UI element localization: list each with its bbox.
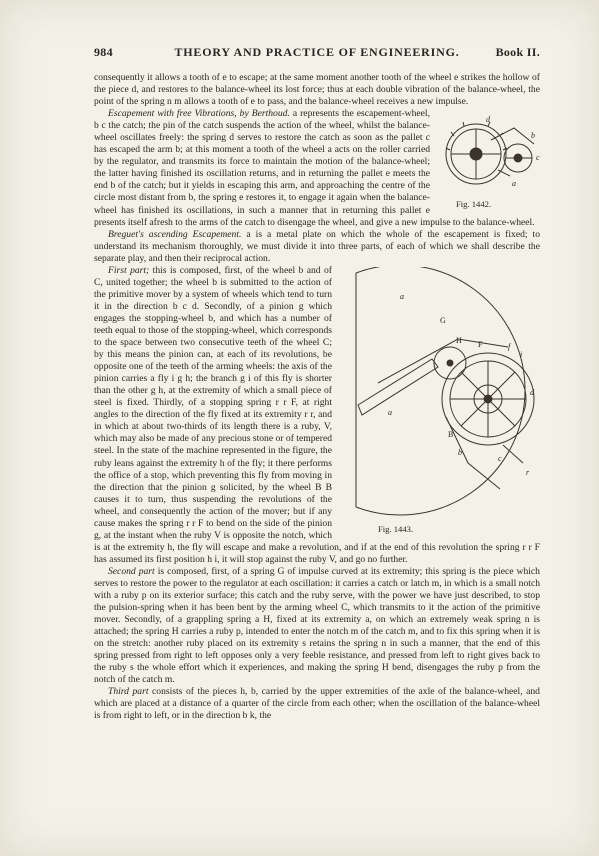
- fig2-label-a-top: a: [400, 291, 404, 301]
- paragraph-1: consequently it allows a tooth of e to escape; at the same moment another tooth of the wheel e strikes the hollow of the piece d, and restores to the balance-wheel its lost force; thus at each double vibration of the balance-wheel, the point of the spring n m allows a tooth of e to pass, and the balance-wheel receives a new impulse.: [94, 72, 540, 108]
- figure-1443: [338, 267, 546, 537]
- page-number: 984: [94, 45, 113, 59]
- fig2-label-i: i: [520, 349, 523, 359]
- paragraph-3: Breguet's ascending Escapement. a is a metal plate on which the whole of the escapement is fixed; to understand its mechanism thoroughly, we must divide it into three parts, of each of which we shall describe the separate play, and then their reciprocal action.: [94, 228, 541, 264]
- fig2-label-F: F: [478, 339, 483, 349]
- running-header: [94, 45, 540, 63]
- figure-1443-caption: Fig. 1443.: [378, 523, 414, 534]
- heading-first-part: First part;: [108, 264, 150, 276]
- running-title: THEORY AND PRACTICE OF ENGINEERING.: [174, 45, 460, 59]
- paragraph-4: First part; this is composed, first, of the wheel b and of C, united together; the wheel b is submitted to the action of the primitive mover by a system of wheels which tend to turn it in the direction b c d. Secondly, of a pinion g which engages the stopping-wheel b, and which has a number of teeth equal to those of the stopping-wheel, which corresponds to the space between two consecutive teeth of the wheel C; by this means the pinion can, at each of its revolutions, be opposite one of the teeth of the arming wheels: the axis of the pinion carries a fly i g h; the branch g i of this fly is shorter than the other g h, at the extremity of which a small piece of steel is fixed. Thirdly, of a stopping spring r r F, at right angles to the direction of the fly fixed at its extremity r r, and in which at about two-thirds of its length there is a ruby, V, which may also be made of any precious stone or of tempered steel. In the state of the machine represented in the figure, the ruby leans against the extremity h of the fly; it there performs the office of a stop, which preventing this fly from moving in the direction that the pinion g solicited, by the wheel B B causes it to turn, thus suspending the revolutions of the wheel, and consequently the action of the mover; but if any cause makes the spring r r F to bend on the side of the pinion g, at the instant when the ruby V is opposite the notch, which is at the extremity h, the fly will escape and make a revolution, and if at the end of this revolution the spring r r F has assumed its first position h i, it will stop against the ruby V, and go no further.: [94, 264, 540, 565]
- heading-breguet: Breguet's ascending Escapement.: [108, 228, 242, 240]
- escapement-drawing-1: [436, 110, 548, 198]
- fig2-label-d: d: [530, 387, 534, 397]
- fig2-label-f: f: [508, 341, 511, 351]
- figure-1442-caption: Fig. 1442.: [456, 199, 492, 210]
- fig2-label-G: G: [440, 315, 446, 325]
- fig2-label-r: r: [526, 467, 530, 477]
- fig2-label-b: b: [458, 447, 462, 457]
- heading-berthoud: Escapement with free Vibrations, by Berthoud.: [108, 108, 290, 120]
- book-label: Book II.: [495, 45, 540, 59]
- fig2-label-H: H: [456, 335, 462, 345]
- fig2-label-B: B: [448, 429, 454, 439]
- figure-1442: [436, 110, 548, 210]
- paragraph-5: Second part is composed, first, of a spring G of impulse curved at its extremity; this spring is the piece which serves to restore the power to the regulator at each oscillation: it carries a catch or latch m, in which is a small notch with a ruby p on its exterior surface; this catch and the ruby serve, with the power we have just described, to stop the pulsion-spring when it has been bent by the arming wheel C, which transmits to it the action of the primitive mover. Secondly, of a grappling spring a H, fixed at its extremity a, on which an extremely weak spring n is attached; the spring H carries a ruby p, intended to enter the notch m of the catch m, and to fix this spring when it is on the stretch: another ruby placed on its extremity s retains the spring n in such a manner, that the end of this spring pressed from right to left opposes only a very feeble resistance, and pressed from left to right gives back to the ruby s the whole effort which it experiences, and making the spring H bend, disengages the ruby p from the notch of the catch m.: [94, 565, 540, 686]
- fig1-label-d: d: [486, 115, 490, 125]
- heading-third-part: Third part: [108, 686, 149, 698]
- paragraph-6: Third part consists of the pieces h, b, carried by the upper extremities of the axle of the balance-wheel, and which are placed at a distance of a quarter of the circle from each other; when the oscillation of the balance-wheel is from right to left, or in the direction b k, the: [94, 686, 540, 722]
- page-body: [94, 72, 540, 723]
- fig2-label-c: c: [498, 453, 502, 463]
- fig1-label-c: c: [536, 153, 540, 163]
- fig1-label-a: a: [512, 179, 516, 189]
- paragraph-2: Escapement with free Vibrations, by Berthoud. a represents the escapement-wheel, b c the catch; the pin of the catch suspends the action of the wheel, whilst the balance-wheel oscillates freely: the spring d serves to restore the catch as soon as the pallet c has escaped the arm b; at this moment a tooth of the wheel a acts on the roller carried by the regulator, and transmits its force to maintain the motion of the balance-wheel; the latter having finished its oscillation returns, and in returning the pallet e meets the end b of the catch; but it yields in escaping this arm, and approaching the centre of the circle most distant from b, the spring e restores it, to engage it again when the balance-wheel has finished its oscillations, in such a manner that in returning this pallet e presents itself afresh to the arms of the catch to disengage the wheel, and give a new impulse to the balance-wheel.: [94, 108, 535, 228]
- escapement-drawing-2: [338, 267, 546, 525]
- fig2-label-a-mid: a: [388, 407, 392, 417]
- fig1-label-b: b: [531, 131, 535, 141]
- heading-second-part: Second part: [108, 565, 155, 577]
